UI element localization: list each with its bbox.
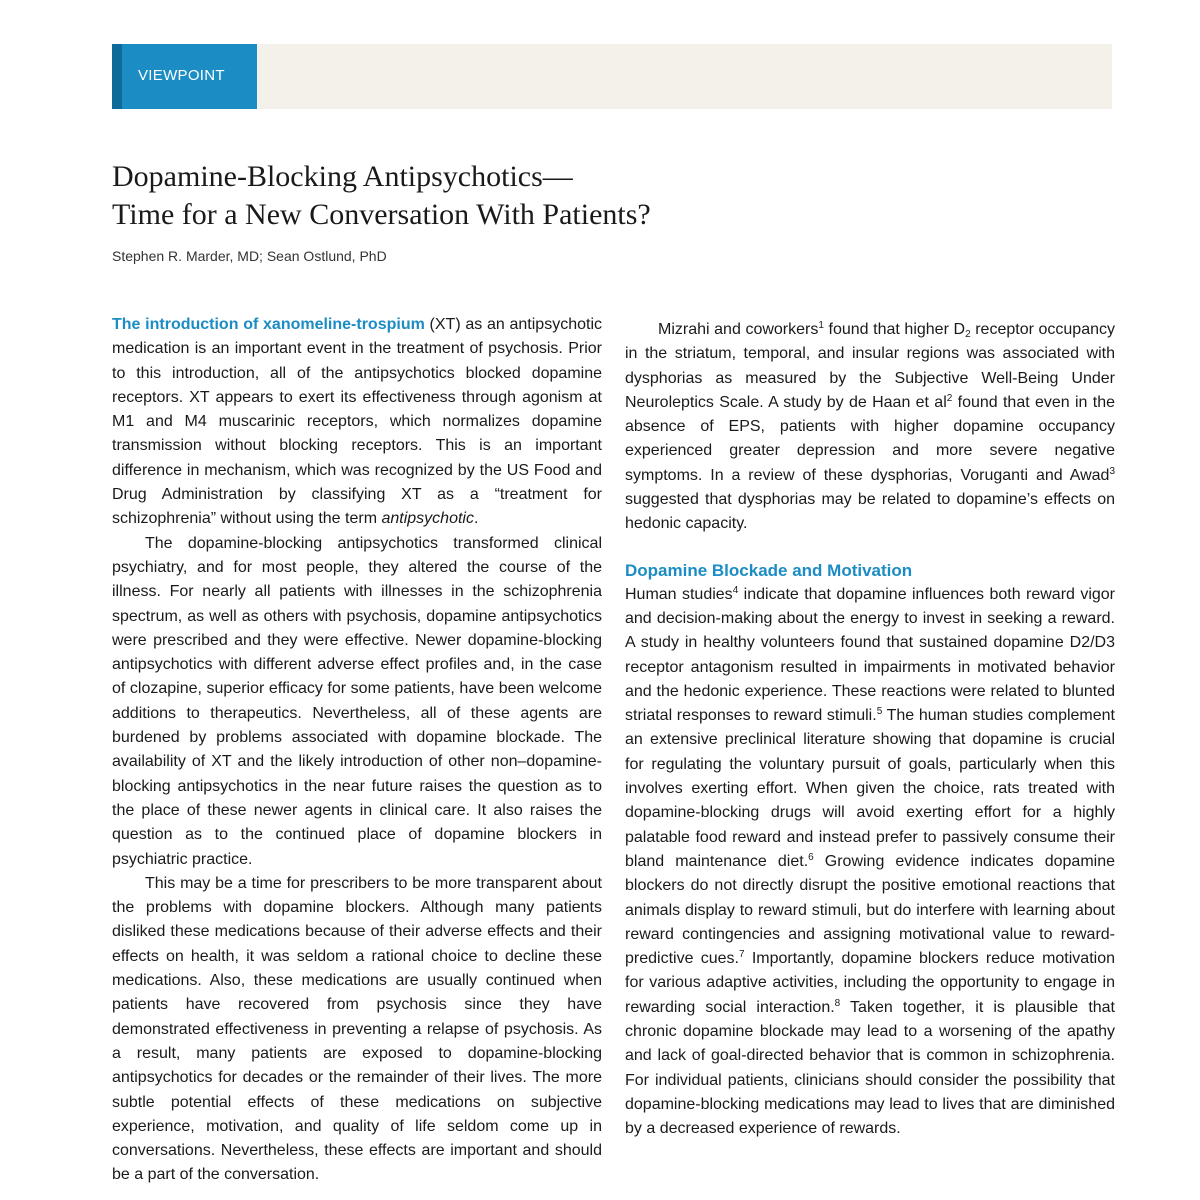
viewpoint-label: VIEWPOINT xyxy=(138,67,225,84)
text-run: indicate that dopamine influences both reward vigor and decision-making about the energy to invest in seeking a reward. A study in healthy volunteers found that sustained dopamine D2/D3 receptor antagonism resulted in impairments in motivated behavior and the hedonic experience. These reactions were related to blunted striatal responses to reward stimuli. xyxy=(625,585,1116,725)
article-title-line-2: Time for a New Conversation With Patients? xyxy=(112,198,651,231)
subscript-2: 2 xyxy=(965,329,971,340)
text-run: Human studies xyxy=(625,585,733,603)
left-column xyxy=(112,313,602,1188)
text-run: Taken together, it is plausible that chronic dopamine blockade may lead to a worsening of the apathy and lack of goal-directed behavior that is common in schizophrenia. For individual patients, clinicians should consider the possibility that dopamine-blocking medications may lead to lives that are diminished by a decreased experience of rewards. xyxy=(625,998,1116,1138)
text-run: Growing evidence indicates dopamine blockers do not directly disrupt the positive emotional reactions that animals display to reward stimuli, but do interfere with learning about reward contingencies and assigning motivational value to reward-predictive cues. xyxy=(625,852,1115,968)
text-run: Importantly, dopamine blockers reduce motivation for various adaptive activities, including the opportunity to engage in rewarding social interaction. xyxy=(625,950,1115,1016)
motivation-paragraph xyxy=(625,583,1115,1142)
text-run: suggested that dysphorias may be related to dopamine’s effects on hedonic capacity. xyxy=(625,491,1115,533)
citation-4: 4 xyxy=(732,584,739,596)
citation-8: 8 xyxy=(834,997,841,1009)
text-run: found that higher D xyxy=(823,321,966,338)
article-type-banner xyxy=(112,44,1112,109)
author-byline: Stephen R. Marder, MD; Sean Ostlund, PhD xyxy=(112,248,387,264)
article-title xyxy=(112,158,1012,234)
viewpoint-tag xyxy=(112,44,257,109)
right-column xyxy=(625,318,1115,1142)
dysphoria-paragraph xyxy=(625,318,1115,537)
article-title-line-1: Dopamine-Blocking Antipsychotics— xyxy=(112,160,573,193)
text-run: receptor occupancy in the striatum, temporal, and insular regions was associated with dysphorias as measured by the Subjective Well-Being Under Neuroleptics Scale. A study by de Haan et al xyxy=(625,321,1115,411)
text-run: Mizrahi and coworkers xyxy=(658,321,819,338)
citation-3: 3 xyxy=(1109,465,1115,477)
text-run: The human studies complement an extensive preclinical literature showing that dopamine is crucial for regulating the voluntary pursuit of goals, particularly when this involves exerting effort. When given the choice, rats treated with dopamine-blocking drugs will avoid exerting effort for a highly palatable food reward and instead prefer to passively consume their bland maintenance diet. xyxy=(625,707,1115,870)
citation-1: 1 xyxy=(818,320,824,331)
body-paragraph-3: This may be a time for prescribers to be more transparent about the problems with dopamine blockers. Although many patients disliked these medications because of their adverse effects and their effects on health, it was seldom a rational choice to decline these medications. Also, these medications are usually continued when patients have recovered from psychosis since they have demonstrated effectiveness in preventing a relapse of psychosis. As a result, many patients are exposed to dopamine-blocking antipsychotics for decades or the remainder of their lives. The more subtle potential effects of these medications on subjective experience, motivation, and quality of life seldom come up in conversations. Nevertheless, these effects are important and should be a part of the conversation. xyxy=(112,874,602,1184)
text-run: found that even in the absence of EPS, patients with higher dopamine occupancy experienced greater depression and more severe negative symptoms. In a review of these dysphorias, Voruganti and Awad xyxy=(625,393,1115,484)
citation-5: 5 xyxy=(876,706,883,718)
intro-text-end: . xyxy=(473,510,479,528)
lead-in-text: The introduction of xanomeline-trospium xyxy=(112,316,425,333)
intro-text-a: (XT) as an antipsychotic medication is an important event in the treatment of psychosis. Prior to this introduction, all of the antipsychotics blocked dopamine receptors. XT appears to exert its effectiveness through agonism at M1 and M4 muscarinic receptors, which normalizes dopamine transmission without blocking receptors. This is an important difference in mechanism, which was recognized by the US Food and Drug Administration by classifying XT as a “treatment for schizophrenia” without using the term xyxy=(112,316,602,528)
citation-6: 6 xyxy=(808,851,814,863)
citation-2: 2 xyxy=(946,392,953,404)
citation-7: 7 xyxy=(739,949,745,961)
intro-italic-term: antipsychotic xyxy=(381,510,474,528)
section-heading-motivation: Dopamine Blockade and Motivation xyxy=(625,560,913,580)
intro-paragraph xyxy=(112,313,602,532)
body-paragraph-2: The dopamine-blocking antipsychotics transformed clinical psychiatry, and for most people, they altered the course of the illness. For nearly all patients with illnesses in the schizophrenia spectrum, as well as others with psychosis, dopamine antipsychotics were prescribed and they were effective. Newer dopamine-blocking antipsychotics with different adverse effect profiles and, in the case of clozapine, superior efficacy for some patients, have been welcome additions to therapeutics. Nevertheless, all of these agents are burdened by problems associated with dopamine blockade. The availability of XT and the likely introduction of other non–dopamine-blocking antipsychotics in the near future raises the question as to the place of these newer agents in clinical care. It also raises the question as to the continued place of dopamine blockers in psychiatric practice. xyxy=(112,534,602,868)
